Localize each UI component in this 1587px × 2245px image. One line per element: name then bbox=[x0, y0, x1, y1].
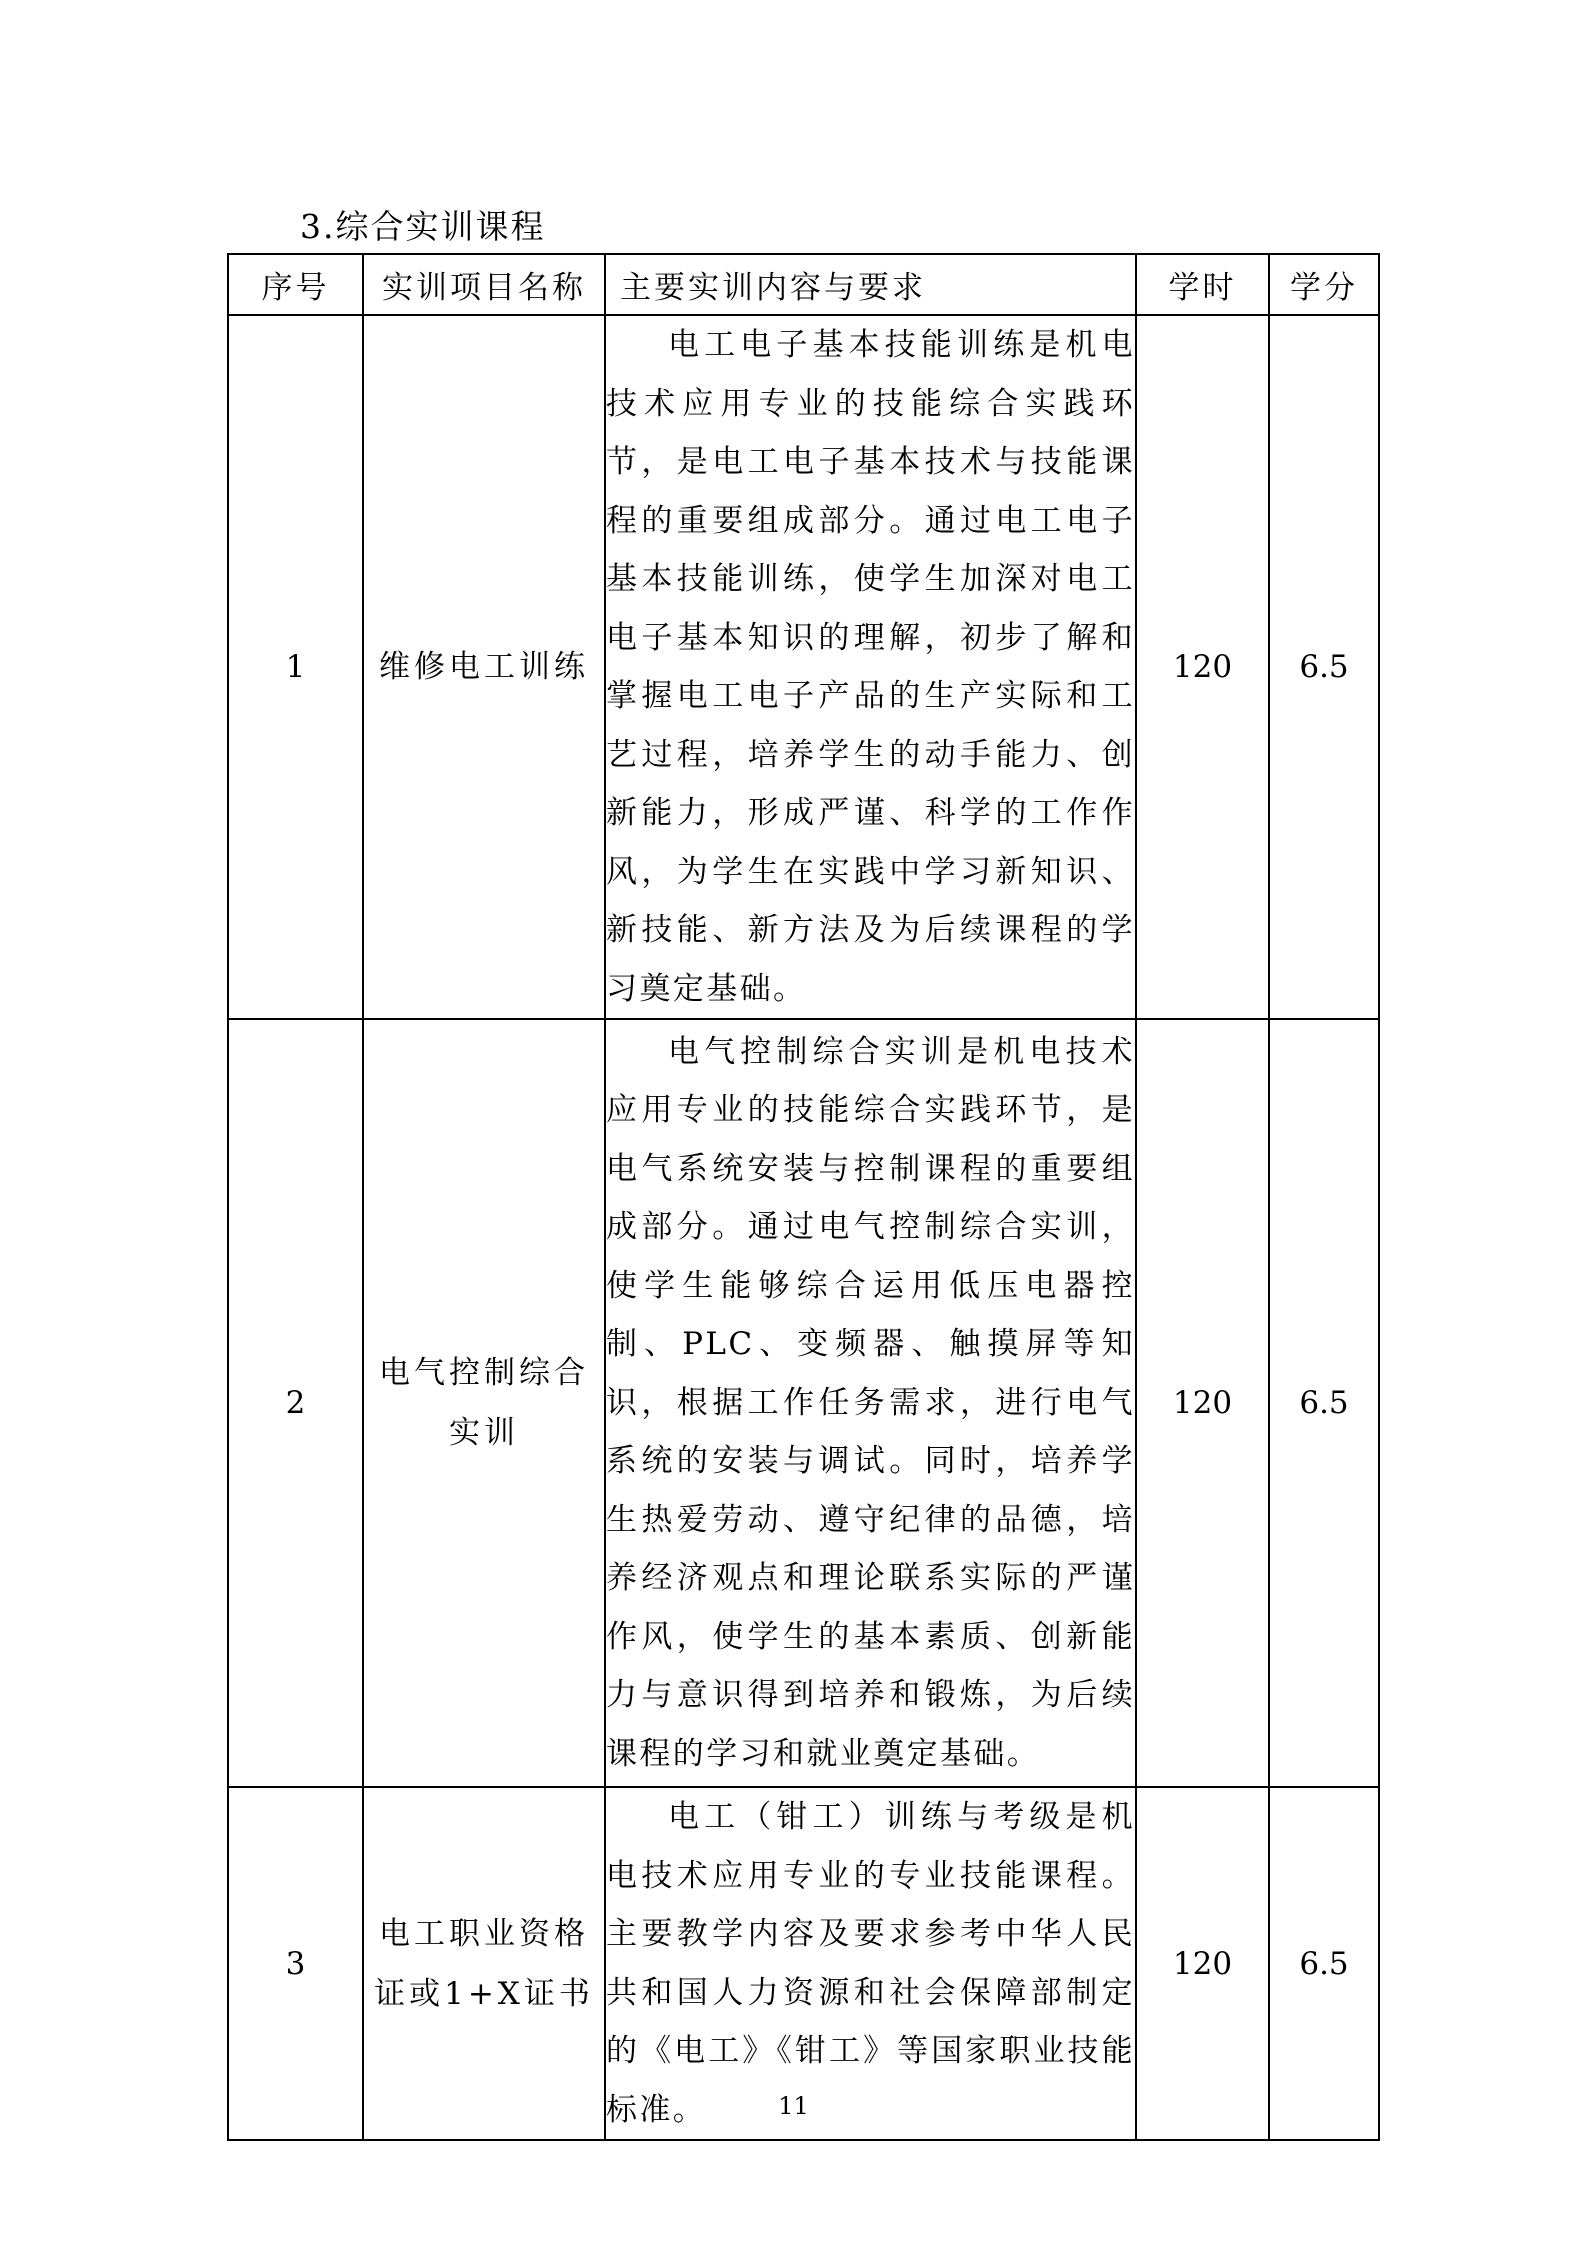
row-content-text: 电气控制综合实训是机电技术应用专业的技能综合实践环节，是电气系统安装与控制课程的重要组成部分。通过电气控制综合实训，使学生能够综合运用低压电器控制、PLC、变频器、触摸屏等知识，根据工作任务需求，进行电气系统的安装与调试。同时，培养学生热爱劳动、遵守纪律的品德，培养经济观点和理论联系实际的严谨作风，使学生的基本素质、创新能力与意识得到培养和锻炼，为后续课程的学习和就业奠定基础。 bbox=[606, 1033, 1135, 1772]
row-name: 维修电工训练 bbox=[363, 315, 605, 1019]
row-content bbox=[605, 1019, 1136, 1787]
row-seq: 1 bbox=[228, 315, 363, 1019]
row-content-text: 电工（钳工）训练与考级是机电技术应用专业的专业技能课程。主要教学内容及要求参考中华人民共和国人力资源和社会保障部制定的《电工》《钳工》等国家职业技能标准。 bbox=[606, 1799, 1135, 2128]
header-seq: 序号 bbox=[228, 254, 363, 315]
row-name: 电工职业资格证或1+X证书 bbox=[363, 1787, 605, 2140]
row-seq: 2 bbox=[228, 1019, 363, 1787]
header-hours: 学时 bbox=[1136, 254, 1269, 315]
row-hours: 120 bbox=[1136, 1019, 1269, 1787]
table-header-row bbox=[228, 254, 1379, 315]
row-credits: 6.5 bbox=[1269, 1787, 1379, 2140]
table-row bbox=[228, 1019, 1379, 1787]
row-content bbox=[605, 315, 1136, 1019]
page-number: 11 bbox=[778, 2092, 809, 2120]
row-hours: 120 bbox=[1136, 1787, 1269, 2140]
row-content bbox=[605, 1787, 1136, 2140]
header-credits: 学分 bbox=[1269, 254, 1379, 315]
row-credits: 6.5 bbox=[1269, 1019, 1379, 1787]
row-content-text: 电工电子基本技能训练是机电技术应用专业的技能综合实践环节，是电工电子基本技术与技能课程的重要组成部分。通过电工电子基本技能训练，使学生加深对电工电子基本知识的理解，初步了解和掌握电工电子产品的生产实际和工艺过程，培养学生的动手能力、创新能力，形成严谨、科学的工作作风，为学生在实践中学习新知识、新技能、新方法及为后续课程的学习奠定基础。 bbox=[606, 327, 1135, 1007]
table-row bbox=[228, 1787, 1379, 2140]
table-row bbox=[228, 315, 1379, 1019]
row-name: 电气控制综合实训 bbox=[363, 1019, 605, 1787]
header-content: 主要实训内容与要求 bbox=[605, 254, 1136, 315]
header-name: 实训项目名称 bbox=[363, 254, 605, 315]
row-credits: 6.5 bbox=[1269, 315, 1379, 1019]
training-table bbox=[227, 253, 1380, 2141]
section-title: 3.综合实训课程 bbox=[300, 207, 546, 246]
row-hours: 120 bbox=[1136, 315, 1269, 1019]
row-seq: 3 bbox=[228, 1787, 363, 2140]
